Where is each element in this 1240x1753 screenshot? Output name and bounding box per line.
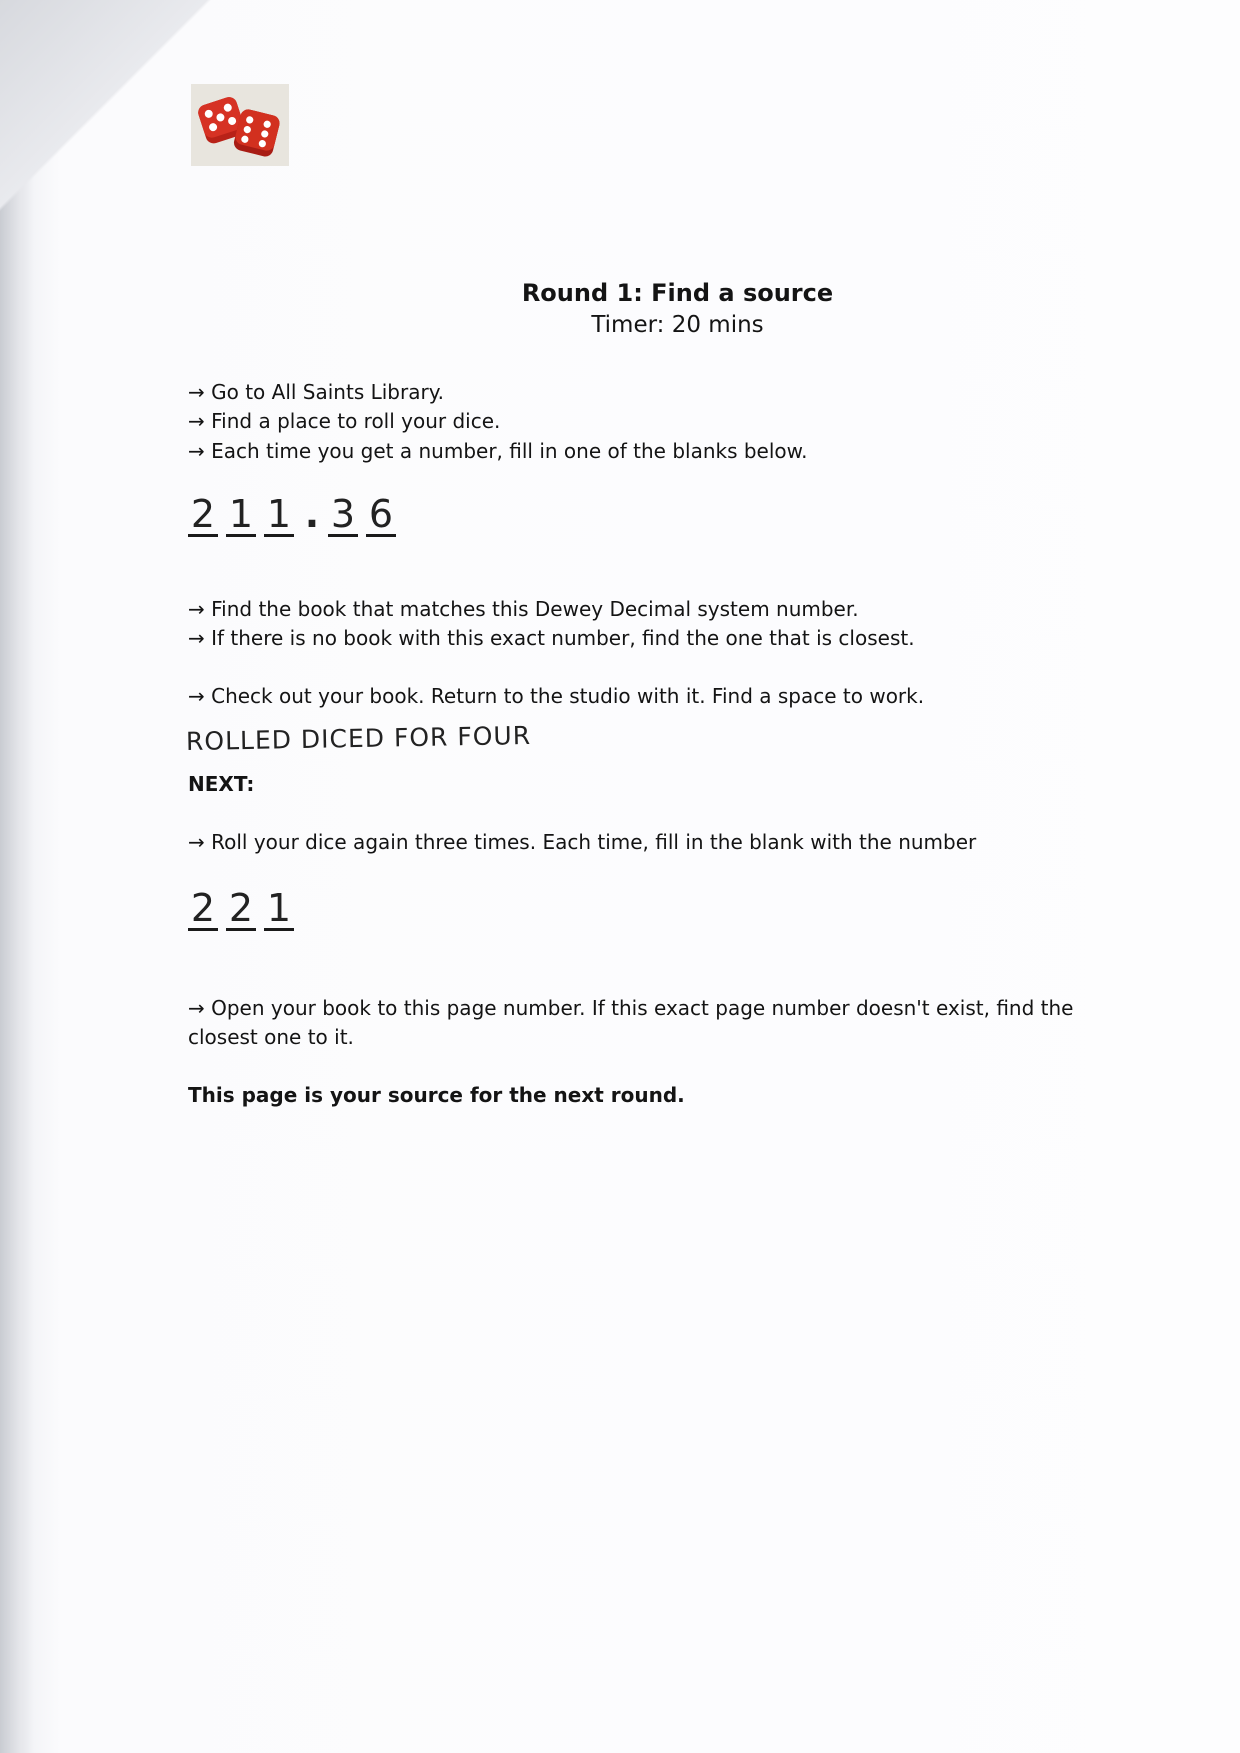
instruction-find-book: → Find the book that matches this Dewey Decimal system number. bbox=[188, 597, 859, 621]
instruction-closest-page: closest one to it. bbox=[188, 1025, 354, 1049]
page-digit-2: 2 bbox=[226, 888, 256, 931]
page-digit-1: 2 bbox=[188, 888, 218, 931]
dice-icon bbox=[191, 84, 289, 166]
page-number-blanks bbox=[188, 886, 302, 931]
instruction-go-to-library: → Go to All Saints Library. bbox=[188, 380, 445, 404]
dewey-number-blanks bbox=[188, 492, 404, 537]
round-timer: Timer: 20 mins bbox=[591, 312, 764, 338]
dewey-digit-2: 1 bbox=[226, 494, 256, 537]
instruction-fill-blanks: → Each time you get a number, fill in one of the blanks below. bbox=[188, 439, 808, 463]
round-heading bbox=[0, 279, 1240, 338]
instruction-roll-again: → Roll your dice again three times. Each time, fill in the blank with the number bbox=[188, 830, 977, 854]
instruction-closest-book: → If there is no book with this exact number, find the one that is closest. bbox=[188, 626, 915, 650]
dice-image bbox=[191, 84, 289, 166]
handwritten-note: ROLLED DICED FOR FOUR bbox=[185, 720, 532, 757]
instruction-open-book: → Open your book to this page number. If this exact page number doesn't exist, find the bbox=[188, 996, 1074, 1020]
instruction-check-out: → Check out your book. Return to the studio with it. Find a space to work. bbox=[188, 684, 925, 708]
closing-statement: This page is your source for the next round. bbox=[188, 1083, 685, 1107]
round-title: Round 1: Find a source bbox=[521, 279, 834, 307]
paper-edge-shadow bbox=[0, 0, 34, 1753]
dewey-digit-1: 2 bbox=[188, 494, 218, 537]
page-digit-3: 1 bbox=[264, 888, 294, 931]
dewey-decimal-point: . bbox=[304, 492, 320, 536]
dewey-digit-3: 1 bbox=[264, 494, 294, 537]
dewey-digit-4: 3 bbox=[328, 494, 358, 537]
next-label: NEXT: bbox=[188, 772, 255, 796]
dewey-digit-5: 6 bbox=[366, 494, 396, 537]
instruction-find-place: → Find a place to roll your dice. bbox=[188, 409, 501, 433]
